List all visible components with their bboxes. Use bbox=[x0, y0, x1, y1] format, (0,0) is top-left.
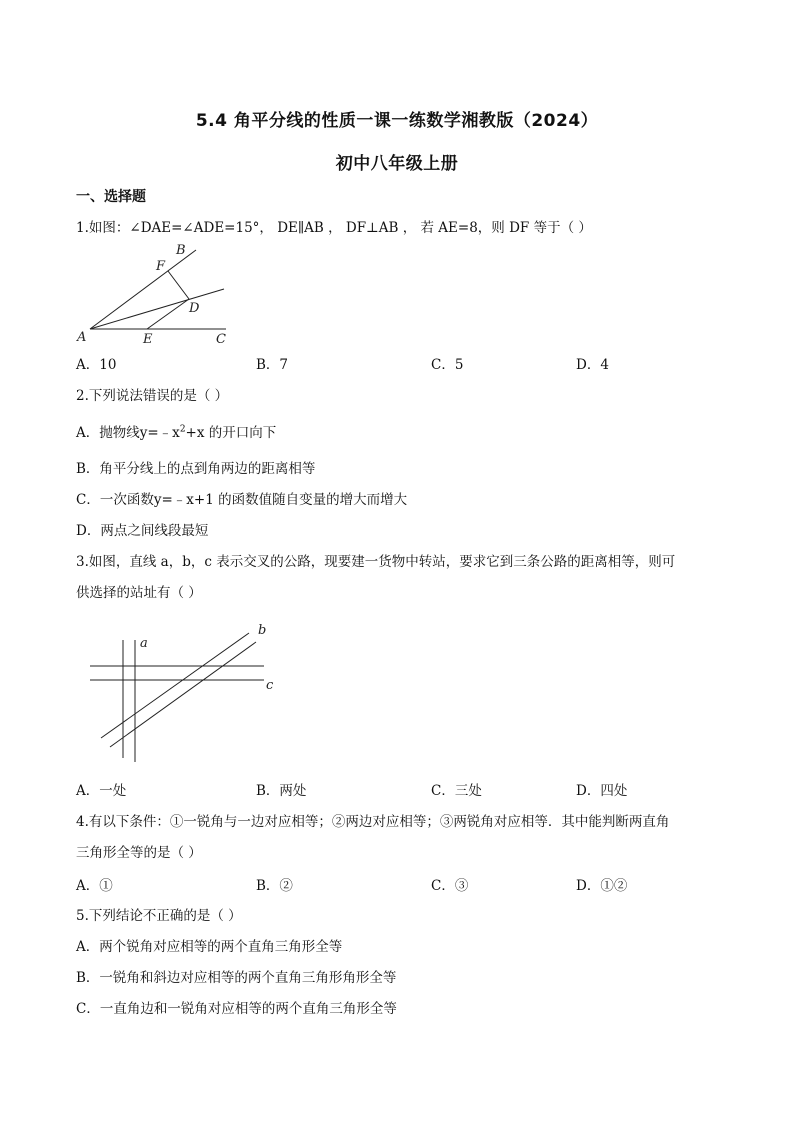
q5-option-c: C．一直角边和一锐角对应相等的两个直角三角形全等 bbox=[76, 1001, 397, 1017]
question-4-stem-line1: 4.有以下条件：①一锐角与一边对应相等；②两边对应相等；③两锐角对应相等．其中能判断两直角 bbox=[76, 814, 670, 830]
fig1-label-C: C bbox=[216, 332, 226, 347]
q4-option-c: C．③ bbox=[431, 878, 469, 894]
question-1-stem: 1.如图：∠DAE=∠ADE=15°， DE∥AB ， DF⊥AB ， 若 AE=8，则 DF 等于（ ） bbox=[76, 220, 592, 236]
q5-option-a: A．两个锐角对应相等的两个直角三角形全等 bbox=[76, 939, 343, 955]
question-2-stem: 2.下列说法错误的是（ ） bbox=[76, 388, 229, 404]
fig1-label-B: B bbox=[176, 243, 186, 258]
fig1-label-E: E bbox=[143, 332, 153, 347]
q3-option-d: D．四处 bbox=[576, 783, 628, 799]
q2-option-b: B．角平分线上的点到角两边的距离相等 bbox=[76, 461, 316, 477]
q1-option-a: A．10 bbox=[76, 357, 117, 373]
fig1-label-A: A bbox=[77, 330, 87, 345]
question-3-figure bbox=[88, 620, 288, 770]
q4-option-a: A．① bbox=[76, 878, 113, 894]
fig3-label-b: b bbox=[258, 623, 267, 638]
q1-option-d: D．4 bbox=[576, 357, 609, 373]
q4-option-b: B．② bbox=[256, 878, 293, 894]
question-1-figure bbox=[74, 238, 234, 348]
q4-option-d: D．①② bbox=[576, 878, 628, 894]
question-3-stem-line2: 供选择的站址有（ ） bbox=[76, 585, 202, 601]
q2-option-a: A．抛物线$y=﹣x^2+x$ 的开口向下 bbox=[76, 424, 277, 441]
fig3-label-c: c bbox=[266, 678, 274, 693]
document-subtitle: 初中八年级上册 bbox=[335, 154, 459, 174]
q2-option-c: C．一次函数y=﹣x+1 的函数值随自变量的增大而增大 bbox=[76, 492, 408, 508]
q5-option-b: B．一锐角和斜边对应相等的两个直角三角形角形全等 bbox=[76, 970, 397, 986]
q3-option-a: A．一处 bbox=[76, 783, 127, 799]
document-title: 5.4 角平分线的性质一课一练数学湘教版（2024） bbox=[195, 111, 599, 131]
fig1-label-F: F bbox=[156, 259, 166, 274]
question-4-stem-line2: 三角形全等的是（ ） bbox=[76, 845, 202, 861]
q1-option-b: B．7 bbox=[256, 357, 289, 373]
fig3-label-a: a bbox=[140, 636, 148, 651]
fig1-label-D: D bbox=[189, 301, 200, 316]
q1-option-c: C．5 bbox=[431, 357, 464, 373]
question-5-stem: 5.下列结论不正确的是（ ） bbox=[76, 908, 242, 924]
q3-option-c: C．三处 bbox=[431, 783, 482, 799]
question-3-stem-line1: 3.如图，直线 a，b，c 表示交叉的公路，现要建一货物中转站，要求它到三条公路的距离相等，则可 bbox=[76, 554, 676, 570]
q3-option-b: B．两处 bbox=[256, 783, 307, 799]
section-heading: 一、选择题 bbox=[76, 189, 146, 205]
q2-option-d: D．两点之间线段最短 bbox=[76, 523, 209, 539]
